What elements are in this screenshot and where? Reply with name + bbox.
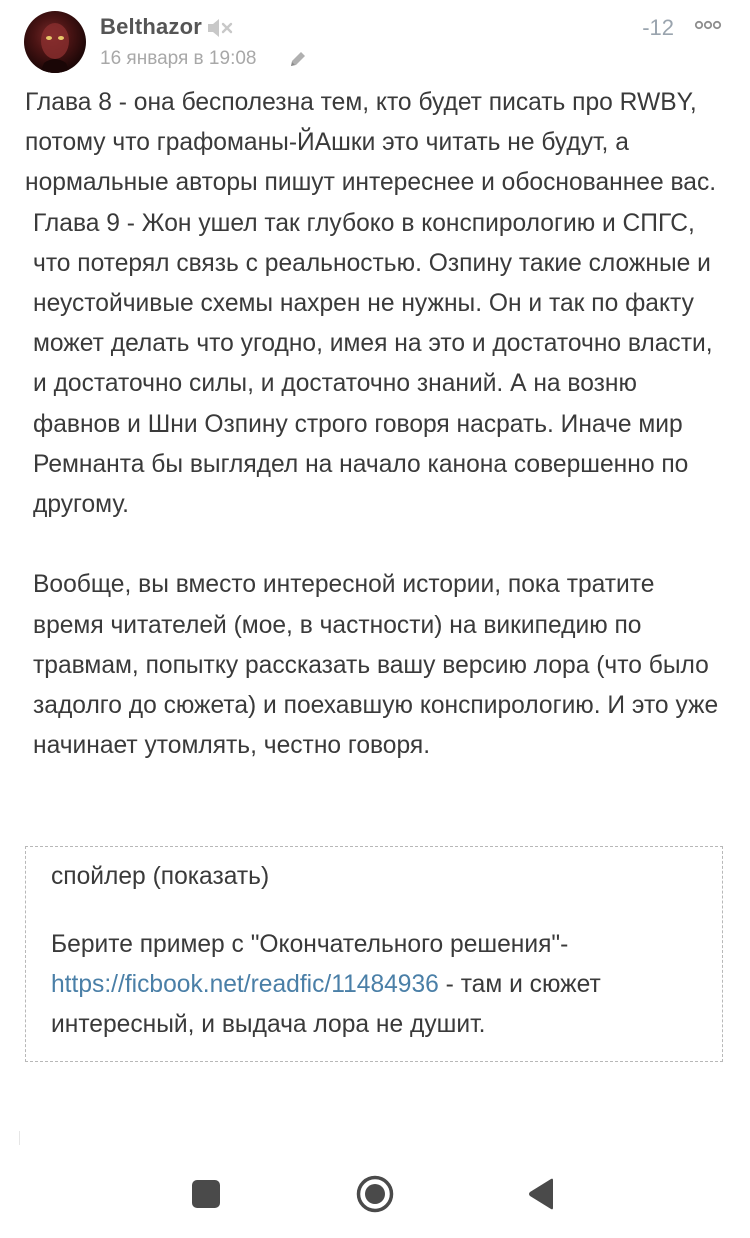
spoiler-text: - там и сюжет интересный, и выдача лора не душит. (51, 971, 601, 1039)
avatar-image (24, 11, 86, 73)
home-circle-icon[interactable] (355, 1174, 395, 1214)
comment-body (25, 83, 725, 766)
comment-date: 16 января в 19:08 (100, 48, 257, 69)
spoiler-link[interactable]: https://ficbook.net/readfic/11484936 (51, 971, 439, 999)
spoiler-text: Берите пример с "Окончательного решения"- (51, 931, 569, 958)
pencil-icon[interactable] (288, 49, 308, 69)
system-nav-bar (0, 1150, 750, 1238)
comment-header (24, 11, 726, 75)
avatar[interactable] (24, 11, 86, 73)
comment-paragraph: Глава 8 - она бесполезна тем, кто будет писать про RWBY, потому что графоманы-ЙАшки это читать не будут, а нормальные авторы пишут интереснее и обоснованнее вас. (25, 89, 717, 197)
spoiler-toggle[interactable]: спойлер (показать) (51, 863, 270, 890)
comment-paragraph: Глава 9 - Жон ушел так глубоко в конспирологию и СПГС, что потерял связь с реальностью. Озпину такие сложные и неустойчивые схемы нахрен не нужны. Он и так по факту может делать что угодно, имея на это и достаточно власти, и достаточно силы, и достаточно знаний. А на возню фавнов и Шни Озпину строго говоря насрать. Иначе мир Ремнанта бы выглядел на начало канона совершенно по другому. (33, 209, 713, 519)
square-icon[interactable] (192, 1180, 220, 1208)
comment-paragraph: Вообще, вы вместо интересной истории, пока тратите время читателей (мое, в частности) на википедию по травмам, попытку рассказать вашу версию лора (что было задолго до сюжета) и поехавшую конспирологию. И это уже начинает утомлять, честно говоря. (33, 571, 719, 760)
paragraph-spacer (25, 525, 725, 565)
comment-rating: -12 (642, 15, 674, 40)
spoiler-content (51, 925, 701, 1046)
spoiler-box (25, 846, 723, 1062)
mute-icon (206, 16, 234, 40)
author-name[interactable]: Belthazor (100, 14, 203, 39)
back-triangle-icon[interactable] (526, 1177, 556, 1211)
more-icon[interactable] (694, 17, 722, 33)
divider (19, 1131, 20, 1145)
